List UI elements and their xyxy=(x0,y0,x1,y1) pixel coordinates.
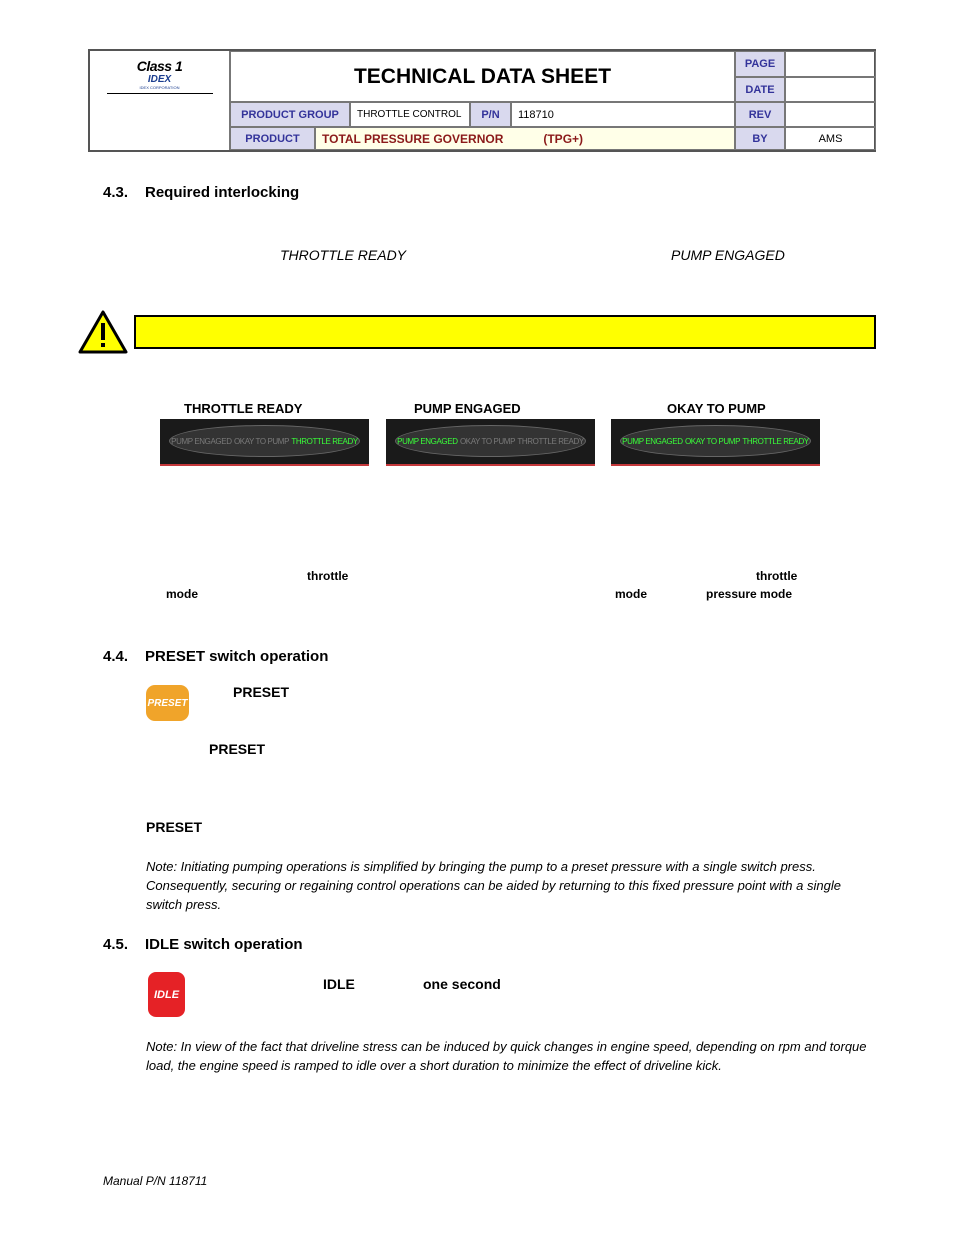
indicator-panel-throttle-ready xyxy=(160,419,369,466)
throttle-ready-text: THROTTLE READY xyxy=(280,247,407,263)
fragment-throttle-1: throttle xyxy=(307,569,349,583)
section-number: 4.3. xyxy=(103,184,129,201)
section-number: 4.4. xyxy=(103,648,129,665)
product-group-label: PRODUCT GROUP xyxy=(230,102,350,127)
section-4-4-heading xyxy=(103,648,328,665)
light-okay-to-pump: OKAY TO PUMP xyxy=(459,436,516,446)
product-value xyxy=(315,127,735,150)
class1-logo: Class 1 xyxy=(136,58,183,74)
section-title: IDLE switch operation xyxy=(145,936,303,953)
light-okay-to-pump: OKAY TO PUMP xyxy=(684,436,741,446)
rev-value xyxy=(785,102,876,127)
fragment-mode-1: mode xyxy=(166,587,199,601)
section-title: PRESET switch operation xyxy=(145,648,329,665)
light-throttle-ready: THROTTLE READY xyxy=(291,436,358,446)
light-throttle-ready: THROTTLE READY xyxy=(742,436,809,446)
product-name: TOTAL PRESSURE GOVERNOR xyxy=(322,131,504,146)
date-label: DATE xyxy=(735,77,785,102)
light-okay-to-pump: OKAY TO PUMP xyxy=(233,436,290,446)
one-second-word: one second xyxy=(423,976,501,992)
warning-triangle-icon xyxy=(77,309,129,355)
section-4-5-heading xyxy=(103,936,303,953)
document-title: TECHNICAL DATA SHEET xyxy=(230,51,735,102)
product-group-value: THROTTLE CONTROL xyxy=(350,102,470,127)
caption-pump-engaged: PUMP ENGAGED xyxy=(414,401,521,416)
light-pump-engaged: PUMP ENGAGED xyxy=(397,436,458,446)
light-pump-engaged: PUMP ENGAGED xyxy=(622,436,683,446)
pn-value: 118710 xyxy=(511,102,735,127)
page-value xyxy=(785,51,876,77)
section-4-3-heading xyxy=(103,184,299,201)
section-title: Required interlocking xyxy=(145,184,300,201)
idex-logo-sub: IDEX CORPORATION xyxy=(139,85,180,90)
logo-cell xyxy=(90,51,230,150)
light-throttle-ready: THROTTLE READY xyxy=(517,436,584,446)
product-label: PRODUCT xyxy=(230,127,315,150)
logo-underline xyxy=(107,93,213,94)
pn-label: P/N xyxy=(470,102,511,127)
manual-part-number: Manual P/N 118711 xyxy=(103,1174,208,1188)
product-suffix: (TPG+) xyxy=(543,131,584,146)
pump-engaged-text: PUMP ENGAGED xyxy=(671,247,785,263)
page-label: PAGE xyxy=(735,51,785,77)
indicator-oval xyxy=(169,425,360,457)
caption-throttle-ready: THROTTLE READY xyxy=(184,401,303,416)
by-value: AMS xyxy=(785,127,876,150)
section-number: 4.5. xyxy=(103,936,129,953)
preset-note: Note: Initiating pumping operations is simplified by bringing the pump to a preset pressure with a single switch press. Consequently, securing or regaining control operations can be aided by returning to this fixed pressure point with a single switch press. xyxy=(146,859,841,912)
rev-label: REV xyxy=(735,102,785,127)
fragment-pressure-mode: pressure mode xyxy=(706,587,793,601)
preset-word-1: PRESET xyxy=(233,684,290,700)
by-label: BY xyxy=(735,127,785,150)
date-value xyxy=(785,77,876,102)
idle-word: IDLE xyxy=(323,976,355,992)
indicator-panel-pump-engaged xyxy=(386,419,595,466)
preset-word-2: PRESET xyxy=(209,741,266,757)
preset-word-3: PRESET xyxy=(146,819,203,835)
indicator-oval xyxy=(395,425,586,457)
preset-button-icon: PRESET xyxy=(146,685,189,721)
light-pump-engaged: PUMP ENGAGED xyxy=(171,436,232,446)
warning-bar xyxy=(134,315,876,349)
indicator-panel-okay-to-pump xyxy=(611,419,820,466)
fragment-mode-2: mode xyxy=(615,587,648,601)
header-table xyxy=(88,49,876,152)
idex-logo: IDEX xyxy=(147,74,172,85)
caption-okay-to-pump: OKAY TO PUMP xyxy=(667,401,766,416)
idle-note: Note: In view of the fact that driveline stress can be induced by quick changes in engine speed, depending on rpm and torque load, the engine speed is ramped to idle over a short duration to minimize the effect of driveline kick. xyxy=(146,1039,867,1073)
fragment-throttle-2: throttle xyxy=(756,569,798,583)
idle-button-icon: IDLE xyxy=(148,972,185,1017)
indicator-oval xyxy=(620,425,811,457)
